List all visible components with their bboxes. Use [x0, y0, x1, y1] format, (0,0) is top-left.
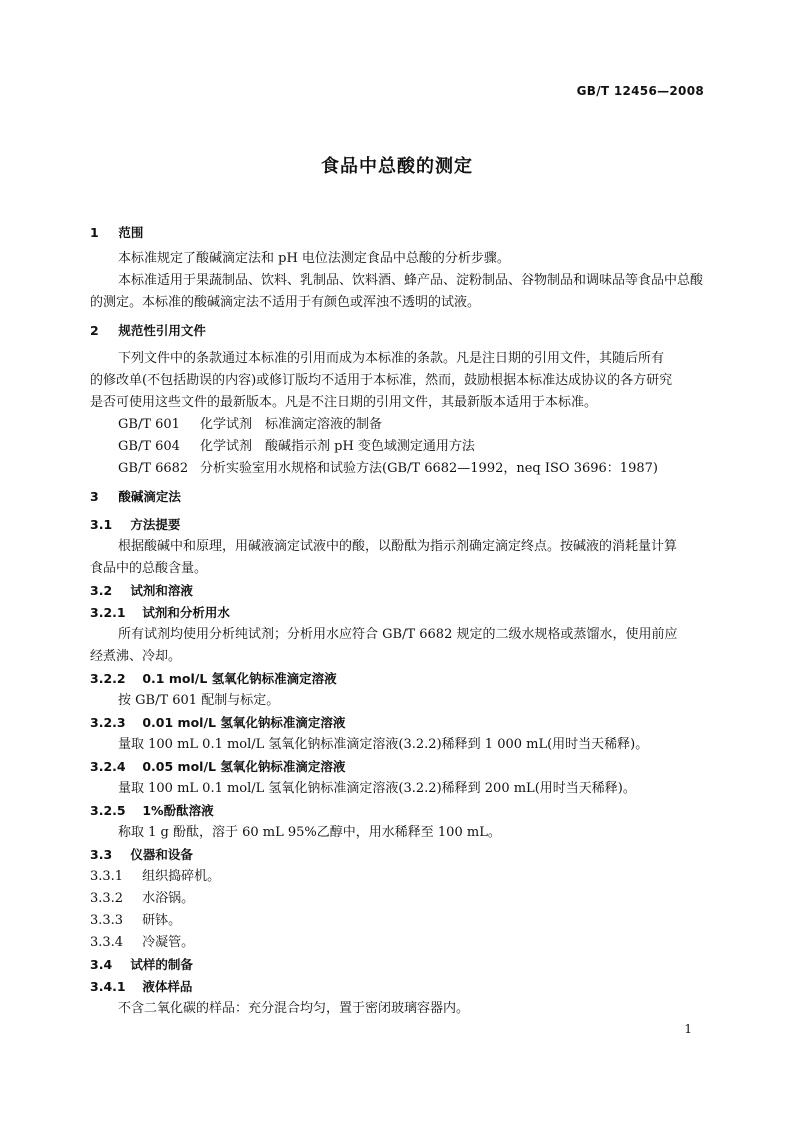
- reference-item: [90, 458, 706, 480]
- clause-number: 3.3.1: [90, 869, 124, 884]
- paragraph-continued: 是否可使用这些文件的最新版本。凡是不注日期的引用文件，其最新版本适用于本标准。: [90, 395, 598, 410]
- page-title: 食品中总酸的测定: [321, 156, 473, 177]
- clause-title: 0.01 mol/L 氢氧化钠标准滴定溶液: [142, 715, 346, 730]
- section-title: 范围: [118, 225, 144, 240]
- paragraph: 下列文件中的条款通过本标准的引用而成为本标准的条款。凡是注日期的引用文件，其随后所有: [118, 351, 665, 366]
- section-number: 2: [90, 323, 99, 338]
- clause-heading: [90, 712, 706, 734]
- paragraph: 本标准适用于果蔬制品、饮料、乳制品、饮料酒、蜂产品、淀粉制品、谷物制品和调味品等食品中总酸: [118, 273, 704, 288]
- clause-text: 组织捣碎机。: [142, 869, 221, 884]
- reference-title: 分析实验室用水规格和试验方法(GB/T 6682—1992，neq ISO 3696：1987): [200, 461, 658, 476]
- standard-code: GB/T 12456—2008: [576, 84, 704, 98]
- subsection-number: 3.2: [90, 583, 113, 598]
- clause-number: 3.2.3: [90, 715, 126, 730]
- clause-heading: [90, 800, 706, 822]
- subsection-number: 3.3: [90, 847, 113, 862]
- paragraph: 量取 100 mL 0.1 mol/L 氢氧化钠标准滴定溶液(3.2.2)稀释到 200 mL(用时当天稀释)。: [118, 781, 636, 796]
- section-number: 1: [90, 225, 99, 240]
- paragraph: 本标准规定了酸碱滴定法和 pH 电位法测定食品中总酸的分析步骤。: [118, 251, 510, 266]
- subsection-heading: [90, 514, 706, 536]
- clause-heading: [90, 602, 706, 624]
- reference-item: [90, 414, 706, 436]
- paragraph: 不含二氧化碳的样品：充分混合均匀，置于密闭玻璃容器内。: [118, 1001, 470, 1016]
- clause-number: 3.3.4: [90, 935, 124, 950]
- clause-heading: [90, 976, 706, 998]
- subsection-heading: [90, 844, 706, 866]
- document-body: [90, 218, 706, 1020]
- clause-number: 3.4.1: [90, 979, 126, 994]
- section-title: 酸碱滴定法: [118, 489, 181, 504]
- subsection-title: 方法提要: [130, 517, 181, 532]
- clause-title: 1%酚酞溶液: [142, 803, 214, 818]
- clause-number: 3.3.3: [90, 913, 124, 928]
- clause-number: 3.2.2: [90, 671, 126, 686]
- section-number: 3: [90, 489, 99, 504]
- paragraph-continued: 经煮沸、冷却。: [90, 649, 182, 664]
- clause-heading: [90, 756, 706, 778]
- clause-heading: [90, 668, 706, 690]
- section-heading: [90, 486, 706, 508]
- clause-title: 0.05 mol/L 氢氧化钠标准滴定溶液: [142, 759, 346, 774]
- list-item: [90, 932, 706, 954]
- subsection-title: 仪器和设备: [130, 847, 193, 862]
- reference-title: 化学试剂 标准滴定溶液的制备: [200, 417, 383, 432]
- paragraph: 称取 1 g 酚酞，溶于 60 mL 95%乙醇中，用水稀释至 100 mL。: [118, 825, 501, 840]
- paragraph: 按 GB/T 601 配制与标定。: [118, 693, 280, 708]
- subsection-number: 3.1: [90, 517, 113, 532]
- clause-text: 冷凝管。: [142, 935, 195, 950]
- paragraph-continued: 的测定。本标准的酸碱滴定法不适用于有颜色或浑浊不透明的试液。: [90, 295, 481, 310]
- list-item: [90, 910, 706, 932]
- clause-number: 3.2.4: [90, 759, 126, 774]
- reference-code: GB/T 6682: [118, 461, 189, 476]
- clause-number: 3.2.1: [90, 605, 126, 620]
- section-title: 规范性引用文件: [118, 323, 206, 338]
- subsection-heading: [90, 954, 706, 976]
- paragraph: 所有试剂均使用分析纯试剂；分析用水应符合 GB/T 6682 规定的二级水规格或蒸馏水，使用前应: [118, 627, 678, 642]
- subsection-heading: [90, 580, 706, 602]
- paragraph-continued: 的修改单(不包括勘误的内容)或修订版均不适用于本标准，然而，鼓励根据本标准达成协议的各方研究: [90, 373, 673, 388]
- section-heading: [90, 320, 706, 342]
- reference-item: [90, 436, 706, 458]
- list-item: [90, 866, 706, 888]
- reference-code: GB/T 604: [118, 439, 180, 454]
- clause-number: 3.2.5: [90, 803, 126, 818]
- reference-code: GB/T 601: [118, 417, 180, 432]
- paragraph-continued: 食品中的总酸含量。: [90, 561, 208, 576]
- clause-number: 3.3.2: [90, 891, 124, 906]
- clause-title: 液体样品: [142, 979, 193, 994]
- paragraph: 量取 100 mL 0.1 mol/L 氢氧化钠标准滴定溶液(3.2.2)稀释到 1 000 mL(用时当天稀释)。: [118, 737, 649, 752]
- subsection-number: 3.4: [90, 957, 113, 972]
- paragraph: 根据酸碱中和原理，用碱液滴定试液中的酸，以酚酞为指示剂确定滴定终点。按碱液的消耗量计算: [118, 539, 678, 554]
- subsection-title: 试剂和溶液: [130, 583, 193, 598]
- section-heading: [90, 222, 706, 244]
- list-item: [90, 888, 706, 910]
- clause-text: 水浴锅。: [142, 891, 195, 906]
- page-number: 1: [684, 1022, 692, 1036]
- reference-title: 化学试剂 酸碱指示剂 pH 变色域测定通用方法: [200, 439, 475, 454]
- clause-title: 0.1 mol/L 氢氧化钠标准滴定溶液: [142, 671, 337, 686]
- clause-text: 研钵。: [142, 913, 182, 928]
- subsection-title: 试样的制备: [130, 957, 193, 972]
- clause-title: 试剂和分析用水: [142, 605, 230, 620]
